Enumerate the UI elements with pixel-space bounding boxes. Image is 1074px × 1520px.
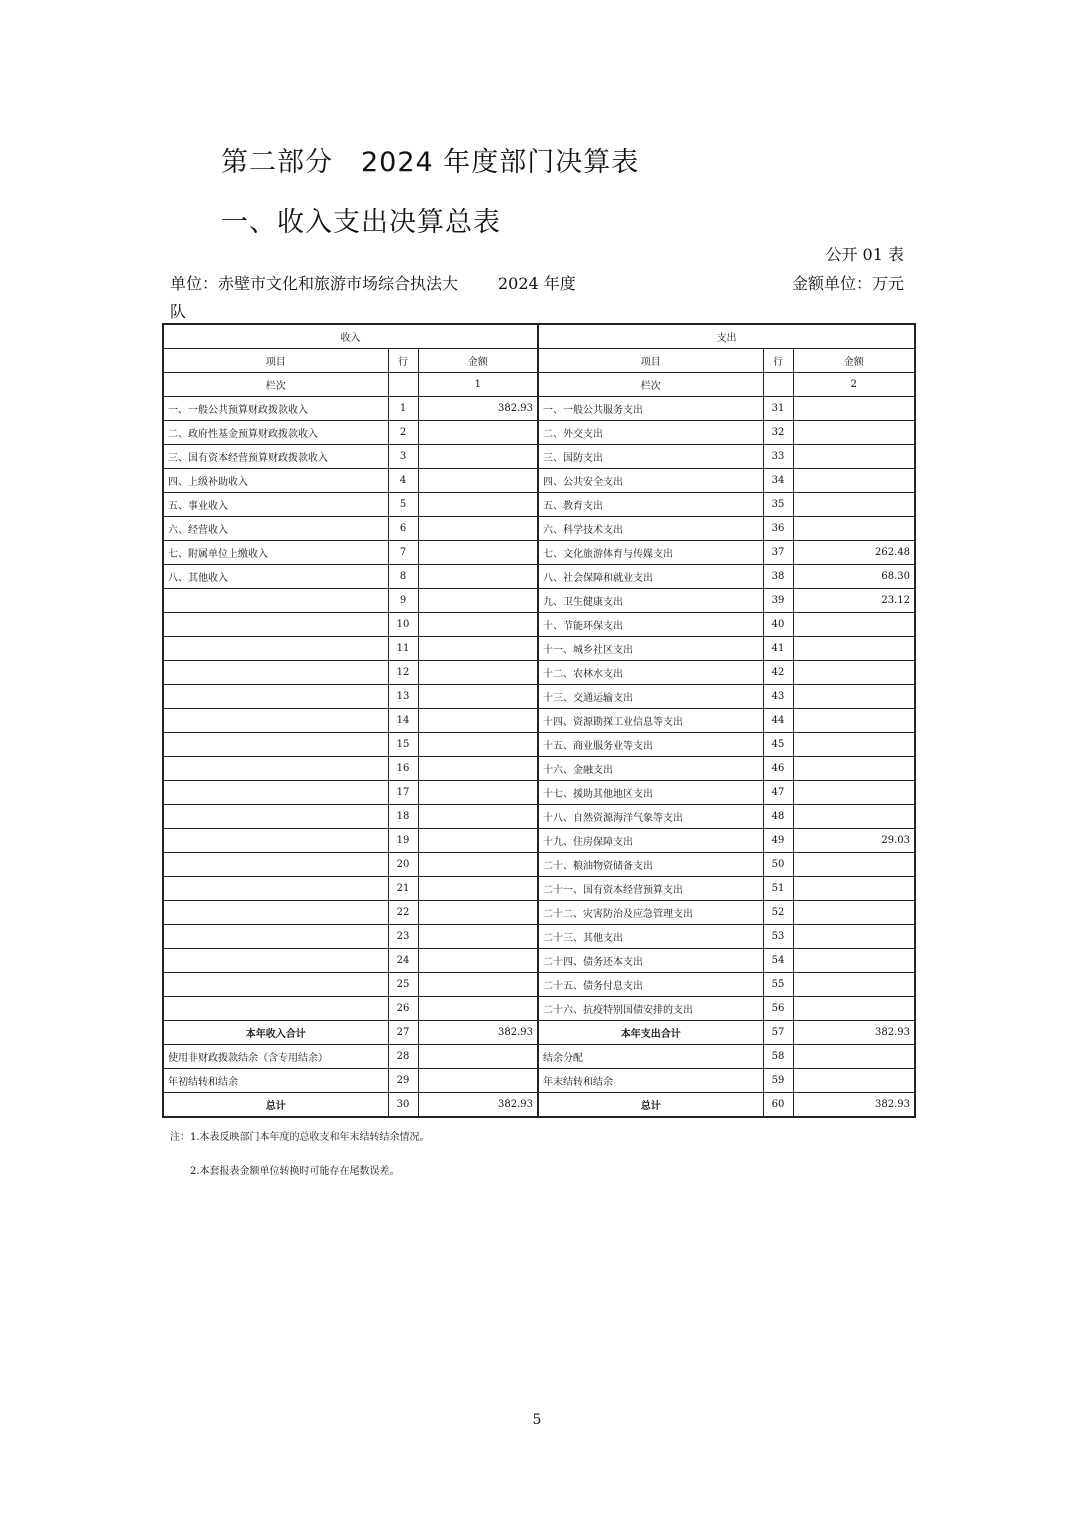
expense-line-cell: 46 [763, 757, 793, 781]
income-amount-cell [418, 661, 538, 685]
income-line-cell: 15 [388, 733, 418, 757]
table-row [163, 685, 915, 709]
expense-item-cell: 七、文化旅游体育与传媒支出 [538, 541, 763, 565]
money-unit: 金额单位：万元 [791, 274, 904, 293]
table-row [163, 421, 915, 445]
expense-line-cell: 43 [763, 685, 793, 709]
income-index-number: 1 [418, 373, 538, 397]
table-row [163, 733, 915, 757]
expense-line-cell: 59 [763, 1069, 793, 1093]
income-line-header: 行 [388, 349, 418, 373]
income-amount-cell [418, 1069, 538, 1093]
income-amount-cell [418, 733, 538, 757]
expense-item-header: 项目 [538, 349, 763, 373]
expense-item-cell: 十四、资源勘探工业信息等支出 [538, 709, 763, 733]
expense-amount-cell [793, 613, 915, 637]
expense-index-label: 栏次 [538, 373, 763, 397]
income-line-cell: 18 [388, 805, 418, 829]
expense-index-line [763, 373, 793, 397]
income-line-cell: 17 [388, 781, 418, 805]
note-1: 注：1.本表反映部门本年度的总收支和年末结转结余情况。 [170, 1132, 430, 1143]
income-amount-cell [418, 997, 538, 1021]
table-row [163, 565, 915, 589]
expense-line-cell: 37 [763, 541, 793, 565]
expense-amount-cell [793, 1045, 915, 1069]
income-item-cell [163, 805, 388, 829]
income-amount-cell [418, 541, 538, 565]
income-item-cell [163, 613, 388, 637]
income-section-header: 收入 [163, 324, 538, 349]
income-line-cell: 29 [388, 1069, 418, 1093]
expense-line-cell: 58 [763, 1045, 793, 1069]
expense-line-cell: 51 [763, 877, 793, 901]
expense-line-cell: 39 [763, 589, 793, 613]
expense-line-cell: 49 [763, 829, 793, 853]
expense-amount-cell [793, 925, 915, 949]
income-item-cell: 三、国有资本经营预算财政拨款收入 [163, 445, 388, 469]
income-item-cell [163, 661, 388, 685]
expense-line-cell: 31 [763, 397, 793, 421]
expense-item-cell: 二、外交支出 [538, 421, 763, 445]
income-line-cell: 23 [388, 925, 418, 949]
income-amount-cell: 382.93 [418, 1093, 538, 1118]
expense-item-cell: 八、社会保障和就业支出 [538, 565, 763, 589]
expense-amount-cell [793, 733, 915, 757]
income-item-cell: 总计 [163, 1093, 388, 1118]
expense-amount-cell [793, 469, 915, 493]
expense-line-cell: 35 [763, 493, 793, 517]
table-row [163, 901, 915, 925]
income-line-cell: 11 [388, 637, 418, 661]
column-header-row [163, 349, 915, 373]
table-row [163, 877, 915, 901]
expense-amount-cell [793, 757, 915, 781]
expense-line-header: 行 [763, 349, 793, 373]
income-item-cell [163, 997, 388, 1021]
expense-line-cell: 33 [763, 445, 793, 469]
expense-line-cell: 38 [763, 565, 793, 589]
expense-item-cell: 十二、农林水支出 [538, 661, 763, 685]
income-amount-cell [418, 709, 538, 733]
income-item-cell [163, 901, 388, 925]
expense-amount-cell [793, 493, 915, 517]
table-row [163, 949, 915, 973]
income-amount-cell [418, 637, 538, 661]
income-amount-header: 金额 [418, 349, 538, 373]
expense-amount-cell [793, 661, 915, 685]
table-row [163, 397, 915, 421]
table-row [163, 517, 915, 541]
table-row [163, 709, 915, 733]
expense-line-cell: 34 [763, 469, 793, 493]
reporting-unit: 单位：赤壁市文化和旅游市场综合执法大队 [170, 274, 459, 321]
expense-line-cell: 50 [763, 853, 793, 877]
expense-line-cell: 42 [763, 661, 793, 685]
income-amount-cell [418, 949, 538, 973]
expense-item-cell: 年末结转和结余 [538, 1069, 763, 1093]
expense-item-cell: 二十五、债务付息支出 [538, 973, 763, 997]
expense-item-cell: 本年支出合计 [538, 1021, 763, 1045]
expense-amount-cell [793, 973, 915, 997]
income-item-cell [163, 733, 388, 757]
income-line-cell: 1 [388, 397, 418, 421]
expense-item-cell: 十一、城乡社区支出 [538, 637, 763, 661]
table-row [163, 445, 915, 469]
expense-item-cell: 二十一、国有资本经营预算支出 [538, 877, 763, 901]
income-line-cell: 20 [388, 853, 418, 877]
part-title: 第二部分 2024 年度部门决算表 [221, 147, 640, 178]
table-row [163, 661, 915, 685]
expense-line-cell: 45 [763, 733, 793, 757]
expense-amount-cell: 23.12 [793, 589, 915, 613]
income-item-cell: 六、经营收入 [163, 517, 388, 541]
expense-item-cell: 十六、金融支出 [538, 757, 763, 781]
expense-line-cell: 60 [763, 1093, 793, 1118]
income-line-cell: 16 [388, 757, 418, 781]
income-item-cell: 二、政府性基金预算财政拨款收入 [163, 421, 388, 445]
income-item-cell: 八、其他收入 [163, 565, 388, 589]
income-item-cell: 本年收入合计 [163, 1021, 388, 1045]
expense-item-cell: 结余分配 [538, 1045, 763, 1069]
income-line-cell: 22 [388, 901, 418, 925]
expense-amount-cell [793, 1069, 915, 1093]
expense-item-cell: 三、国防支出 [538, 445, 763, 469]
income-item-cell: 一、一般公共预算财政拨款收入 [163, 397, 388, 421]
report-year: 2024 年度 [498, 274, 576, 293]
table-row [163, 973, 915, 997]
expense-amount-cell [793, 781, 915, 805]
income-item-cell [163, 925, 388, 949]
column-index-row [163, 373, 915, 397]
expense-item-cell: 四、公共安全支出 [538, 469, 763, 493]
expense-item-cell: 六、科学技术支出 [538, 517, 763, 541]
income-line-cell: 10 [388, 613, 418, 637]
income-item-header: 项目 [163, 349, 388, 373]
income-amount-cell [418, 805, 538, 829]
expense-amount-cell [793, 709, 915, 733]
expense-item-cell: 十八、自然资源海洋气象等支出 [538, 805, 763, 829]
expense-line-cell: 55 [763, 973, 793, 997]
expense-item-cell: 九、卫生健康支出 [538, 589, 763, 613]
expense-amount-cell [793, 949, 915, 973]
table-row [163, 541, 915, 565]
income-line-cell: 24 [388, 949, 418, 973]
income-item-cell [163, 877, 388, 901]
table-row [163, 613, 915, 637]
income-index-line [388, 373, 418, 397]
income-line-cell: 8 [388, 565, 418, 589]
table-row [163, 469, 915, 493]
expense-amount-cell [793, 805, 915, 829]
table-row [163, 997, 915, 1021]
expense-item-cell: 十七、援助其他地区支出 [538, 781, 763, 805]
expense-item-cell: 二十三、其他支出 [538, 925, 763, 949]
expense-item-cell: 二十四、债务还本支出 [538, 949, 763, 973]
page-number: 5 [532, 1412, 542, 1428]
income-amount-cell [418, 1045, 538, 1069]
expense-line-cell: 47 [763, 781, 793, 805]
income-item-cell [163, 637, 388, 661]
income-item-cell [163, 973, 388, 997]
income-amount-cell: 382.93 [418, 397, 538, 421]
table-row [163, 781, 915, 805]
expense-amount-cell: 29.03 [793, 829, 915, 853]
income-amount-cell [418, 877, 538, 901]
expense-item-cell: 十、节能环保支出 [538, 613, 763, 637]
expense-line-cell: 57 [763, 1021, 793, 1045]
income-amount-cell [418, 493, 538, 517]
expense-item-cell: 十三、交通运输支出 [538, 685, 763, 709]
table-row [163, 829, 915, 853]
expense-amount-cell: 262.48 [793, 541, 915, 565]
expense-amount-cell [793, 517, 915, 541]
income-line-cell: 13 [388, 685, 418, 709]
table-row [163, 925, 915, 949]
income-amount-cell [418, 925, 538, 949]
expense-item-cell: 二十二、灾害防治及应急管理支出 [538, 901, 763, 925]
income-line-cell: 26 [388, 997, 418, 1021]
expense-amount-cell [793, 901, 915, 925]
income-amount-cell [418, 829, 538, 853]
income-amount-cell [418, 589, 538, 613]
table-row [163, 637, 915, 661]
income-amount-cell [418, 421, 538, 445]
note-2: 2.本套报表金额单位转换时可能存在尾数误差。 [190, 1166, 400, 1177]
expense-line-cell: 32 [763, 421, 793, 445]
expense-amount-cell [793, 997, 915, 1021]
income-item-cell: 使用非财政拨款结余（含专用结余） [163, 1045, 388, 1069]
income-amount-cell [418, 685, 538, 709]
income-item-cell: 四、上级补助收入 [163, 469, 388, 493]
expense-section-header: 支出 [538, 324, 915, 349]
expense-item-cell: 二十六、抗疫特别国债安排的支出 [538, 997, 763, 1021]
expense-amount-cell [793, 853, 915, 877]
table-title: 一、收入支出决算总表 [221, 207, 501, 238]
income-line-cell: 3 [388, 445, 418, 469]
expense-amount-cell: 68.30 [793, 565, 915, 589]
income-line-cell: 7 [388, 541, 418, 565]
income-line-cell: 19 [388, 829, 418, 853]
income-item-cell [163, 709, 388, 733]
income-line-cell: 5 [388, 493, 418, 517]
income-item-cell [163, 949, 388, 973]
income-item-cell [163, 685, 388, 709]
table-row [163, 1021, 915, 1045]
expense-amount-cell [793, 637, 915, 661]
form-number: 公开 01 表 [825, 245, 904, 264]
income-expense-table [162, 323, 916, 1118]
expense-line-cell: 53 [763, 925, 793, 949]
income-amount-cell [418, 613, 538, 637]
expense-item-cell: 五、教育支出 [538, 493, 763, 517]
income-amount-cell [418, 901, 538, 925]
expense-index-number: 2 [793, 373, 915, 397]
table-row [163, 1069, 915, 1093]
income-item-cell [163, 781, 388, 805]
table-row [163, 757, 915, 781]
table-row [163, 805, 915, 829]
section-header-row [163, 324, 915, 349]
income-item-cell [163, 829, 388, 853]
income-item-cell [163, 589, 388, 613]
income-line-cell: 6 [388, 517, 418, 541]
income-line-cell: 25 [388, 973, 418, 997]
income-amount-cell [418, 469, 538, 493]
income-amount-cell [418, 781, 538, 805]
expense-amount-cell [793, 421, 915, 445]
expense-amount-cell: 382.93 [793, 1093, 915, 1118]
income-amount-cell [418, 445, 538, 469]
income-amount-cell: 382.93 [418, 1021, 538, 1045]
income-line-cell: 27 [388, 1021, 418, 1045]
expense-item-cell: 十五、商业服务业等支出 [538, 733, 763, 757]
income-line-cell: 28 [388, 1045, 418, 1069]
income-line-cell: 12 [388, 661, 418, 685]
income-item-cell: 七、附属单位上缴收入 [163, 541, 388, 565]
expense-line-cell: 41 [763, 637, 793, 661]
expense-line-cell: 48 [763, 805, 793, 829]
table-row [163, 853, 915, 877]
expense-line-cell: 44 [763, 709, 793, 733]
expense-item-cell: 二十、粮油物资储备支出 [538, 853, 763, 877]
expense-amount-cell [793, 445, 915, 469]
expense-amount-cell [793, 877, 915, 901]
income-line-cell: 4 [388, 469, 418, 493]
expense-amount-cell: 382.93 [793, 1021, 915, 1045]
income-amount-cell [418, 517, 538, 541]
expense-item-cell: 十九、住房保障支出 [538, 829, 763, 853]
expense-amount-cell [793, 397, 915, 421]
income-line-cell: 21 [388, 877, 418, 901]
expense-item-cell: 总计 [538, 1093, 763, 1118]
expense-line-cell: 36 [763, 517, 793, 541]
income-amount-cell [418, 565, 538, 589]
expense-amount-cell [793, 685, 915, 709]
income-line-cell: 30 [388, 1093, 418, 1118]
income-line-cell: 2 [388, 421, 418, 445]
income-item-cell [163, 853, 388, 877]
table-row [163, 1045, 915, 1069]
income-item-cell: 年初结转和结余 [163, 1069, 388, 1093]
income-amount-cell [418, 757, 538, 781]
table-row [163, 1093, 915, 1118]
income-line-cell: 14 [388, 709, 418, 733]
expense-line-cell: 52 [763, 901, 793, 925]
income-amount-cell [418, 973, 538, 997]
expense-line-cell: 54 [763, 949, 793, 973]
income-item-cell [163, 757, 388, 781]
expense-line-cell: 56 [763, 997, 793, 1021]
expense-line-cell: 40 [763, 613, 793, 637]
income-amount-cell [418, 853, 538, 877]
income-index-label: 栏次 [163, 373, 388, 397]
income-item-cell: 五、事业收入 [163, 493, 388, 517]
table-row [163, 493, 915, 517]
expense-item-cell: 一、一般公共服务支出 [538, 397, 763, 421]
expense-amount-header: 金额 [793, 349, 915, 373]
table-row [163, 589, 915, 613]
income-line-cell: 9 [388, 589, 418, 613]
